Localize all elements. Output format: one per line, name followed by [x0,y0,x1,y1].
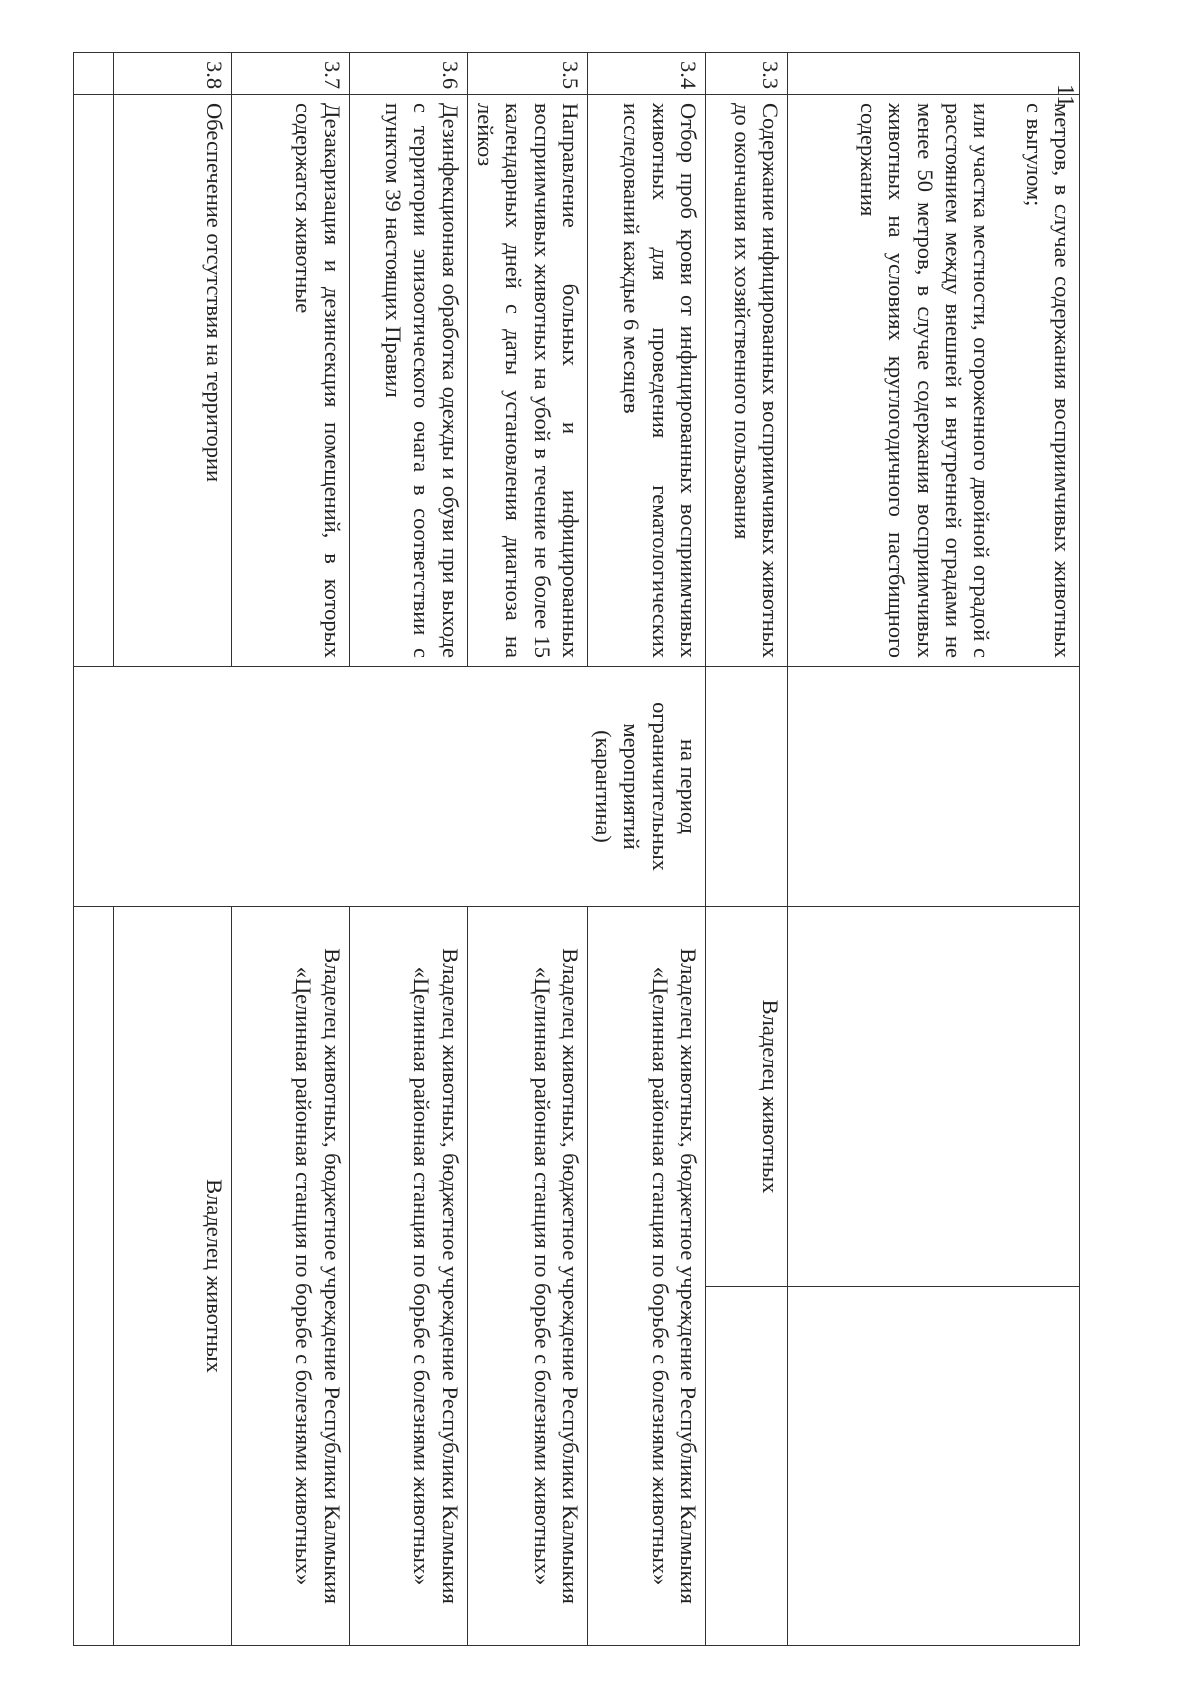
measures-table [73,52,1080,1646]
action-cell: Дезинфекционная обработка одежды и обуви при выходе с территории эпизоотического очага в соответствии с пунктом 39 настоящих Правил [349,95,467,667]
row-number: 3.7 [231,53,349,95]
table-row [588,53,706,1646]
term-cell [706,667,788,907]
action-cell [788,95,1080,667]
rotated-page-content [120,52,1080,1645]
empty-cell [706,1287,788,1646]
responsible-cell [73,907,113,1646]
action-cell: Направление больных и инфицированных восприимчивых животных на убой в течение не более 15 календарных дней с даты установления диагноза на лейкоз [467,95,587,667]
action-cell: Обеспечение отсутствия на территории [113,95,231,667]
row-number: 3.4 [588,53,706,95]
responsible-cell: Владелец животных, бюджетное учреждение Республики Калмыкия «Целинная районная станция по борьбе с болезнями животных» [231,907,349,1646]
row-number [788,53,1080,95]
action-cell: Содержание инфицированных восприимчивых животных до окончания их хозяйственного пользования [706,95,788,667]
empty-cell [788,1287,1080,1646]
table-row [788,53,1080,1646]
term-cell [788,667,1080,907]
responsible-cell [788,907,1080,1287]
row-number: 3.3 [706,53,788,95]
row-number [73,53,113,95]
action-cell: Отбор проб крови от инфицированных восприимчивых животных для проведения гематологических исследований каждые 6 месяцев [588,95,706,667]
row-number: 3.8 [113,53,231,95]
page-number: 11 [1052,84,1078,108]
responsible-cell: Владелец животных [706,907,788,1287]
action-text-part-1: метров, в случае содержания восприимчивых животных с выгулом; [1021,103,1075,658]
action-cell [73,95,113,667]
responsible-cell: Владелец животных, бюджетное учреждение Республики Калмыкия «Целинная районная станция по борьбе с болезнями животных» [467,907,587,1646]
responsible-cell: Владелец животных [113,907,231,1646]
row-number: 3.5 [467,53,587,95]
table-row [706,53,788,1646]
responsible-cell: Владелец животных, бюджетное учреждение Республики Калмыкия «Целинная районная станция по борьбе с болезнями животных» [349,907,467,1646]
action-cell: Дезакаризация и дезинсекция помещений, в которых содержатся животные [231,95,349,667]
term-cell-merged: на период ограничительных мероприятий (карантина) [73,667,705,907]
action-text-part-2: или участка местности, огороженного двойной оградой с расстоянием между внешней и внутренней оградами не менее 50 метров, в случае содержания восприимчивых животных на условиях круглогодичного пастбищного содержания [855,103,995,658]
row-number: 3.6 [349,53,467,95]
responsible-cell: Владелец животных, бюджетное учреждение Республики Калмыкия «Целинная районная станция по борьбе с болезнями животных» [588,907,706,1646]
